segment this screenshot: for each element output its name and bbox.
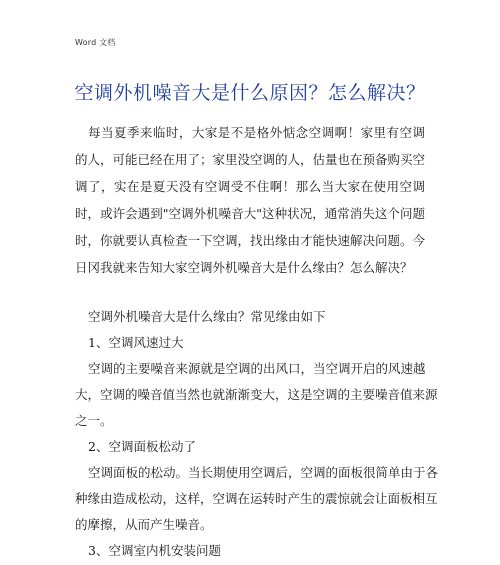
item-2-line-1: 空调面板的松动。当长期使用空调后，空调的面板很简单由于各 (88, 465, 439, 480)
intro-paragraph: 每当夏季来临时，大家是不是格外惦念空调啊！家里有空调的人，可能已经在用了；家里没空调的人，估量也在预备购买空调了，实在是夏天没有空调受不住啊！那么当大家在使用空调时，或许会遇到"空调外机噪音大"这种状况，通常消失这个问题时，你就要认真检查一下空调，找出缘由才能快速解决问题。今日冈我就来告知大家空调外机噪音大是什么缘由？怎么解决？ (75, 125, 426, 275)
item-1-line-3: 之一。 (75, 413, 113, 428)
document-type-label: Word 文档 (75, 38, 116, 47)
item-heading-3: 3、空调室内机安装问题 (88, 543, 221, 558)
item-2-line-2: 种缘由造成松动，这样，空调在运转时产生的震惊就会让面板相互 (75, 491, 438, 506)
document-title: 空调外机噪音大是什么原因？怎么解决？ (74, 82, 426, 104)
section-heading: 空调外机噪音大是什么缘由？常见缘由如下 (88, 309, 326, 324)
item-1-line-2: 大，空调的噪音值当然也就渐渐变大，这是空调的主要噪音值来源 (75, 387, 438, 402)
item-heading-2: 2、空调面板松动了 (88, 439, 196, 454)
item-heading-1: 1、空调风速过大 (88, 335, 184, 350)
item-2-line-3: 的摩擦，从而产生噪音。 (75, 517, 213, 532)
item-1-line-1: 空调的主要噪音来源就是空调的出风口，当空调开启的风速越 (88, 361, 426, 376)
